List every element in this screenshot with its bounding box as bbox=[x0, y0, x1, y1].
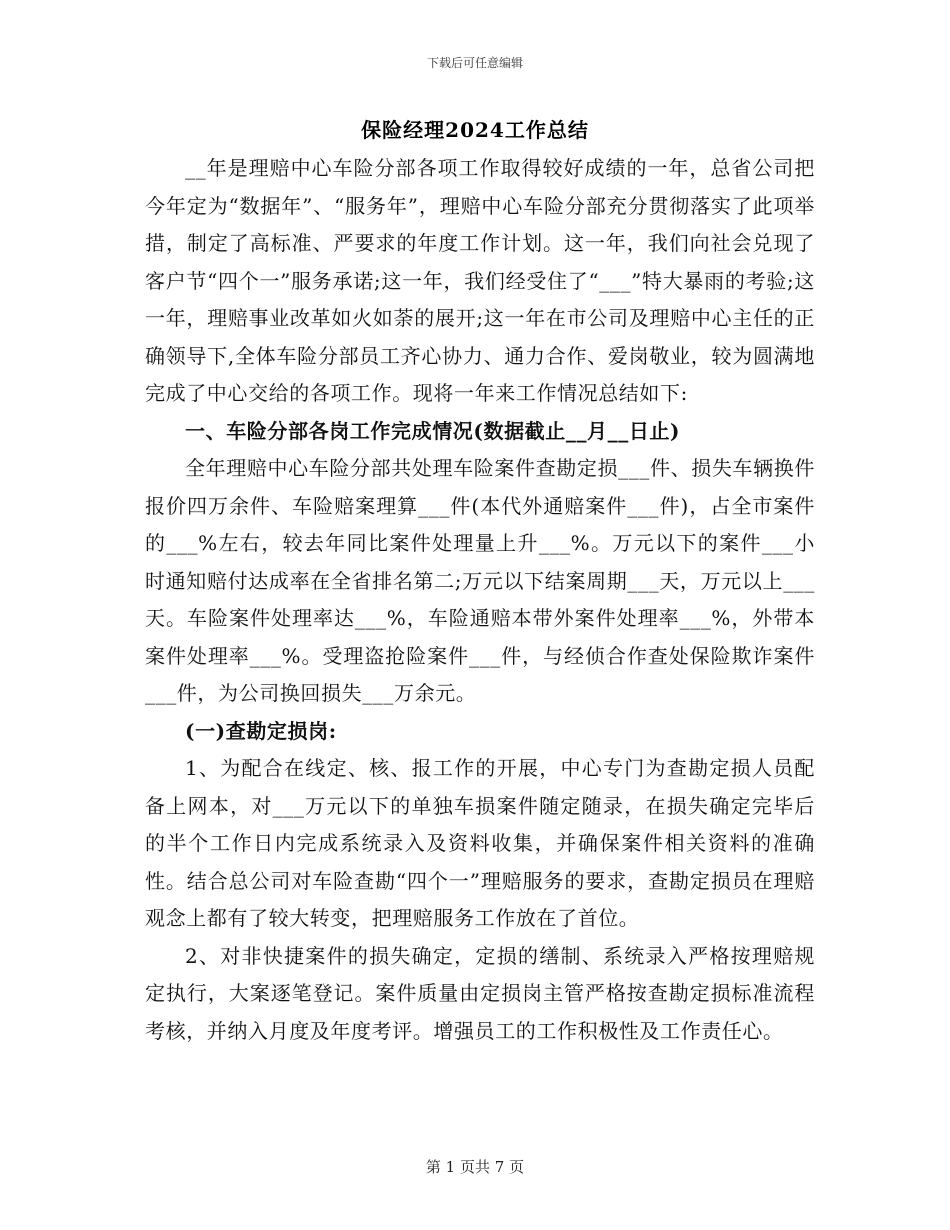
page-footer: 第 1 页共 7 页 bbox=[425, 1158, 525, 1176]
item-paragraph-1: 1、为配合在线定、核、报工作的开展，中心专门为查勘定损人员配备上网本，对___万元以下的单独车损案件随定随录，在损失确定完毕后的半个工作日内完成系统录入及资料收集，并确保案件相关资料的准确性。结合总公司对车险查勘“四个一”理赔服务的要求，查勘定损员在理赔观念上都有了较大转变，把理赔服务工作放在了首位。 bbox=[145, 756, 815, 930]
document-body bbox=[145, 150, 815, 1050]
intro-paragraph: __年是理赔中心车险分部各项工作取得较好成绩的一年，总省公司把今年定为“数据年”、“服务年”，理赔中心车险分部充分贯彻落实了此项举措，制定了高标准、严要求的年度工作计划。这一年，我们向社会兑现了客户节“四个一”服务承诺;这一年，我们经受住了“___”特大暴雨的考验;这一年，理赔事业改革如火如荼的展开;这一年在市公司及理赔中心主任的正确领导下,全体车险分部员工齐心协力、通力合作、爱岗敬业，较为圆满地完成了中心交给的各项工作。现将一年来工作情况总结如下: bbox=[145, 156, 815, 405]
header-note: 下载后可任意编辑 bbox=[426, 56, 523, 70]
summary-paragraph: 全年理赔中心车险分部共处理车险案件查勘定损___件、损失车辆换件报价四万余件、车险赔案理算___件(本代外通赔案件___件)，占全市案件的___%左右，较去年同比案件处理量上升___%。万元以下的案件___小时通知赔付达成率在全省排名第二;万元以下结案周期___天，万元以上___天。车险案件处理率达___%，车险通赔本带外案件处理率___%，外带本案件处理率___%。受理盗抢险案件___件，与经侦合作查处保险欺诈案件___件，为公司换回损失___万余元。 bbox=[145, 456, 815, 705]
subsection-heading-1: (一)查勘定损岗: bbox=[185, 718, 337, 743]
item-paragraph-2: 2、对非快捷案件的损失确定，定损的缮制、系统录入严格按理赔规定执行，大案逐笔登记。案件质量由定损岗主管严格按查勘定损标准流程考核，并纳入月度及年度考评。增强员工的工作积极性及工作责任心。 bbox=[145, 943, 815, 1043]
document-title: 保险经理2024工作总结 bbox=[361, 118, 589, 142]
section-heading-1: 一、车险分部各岗工作完成情况(数据截止__月__日止) bbox=[185, 418, 681, 443]
